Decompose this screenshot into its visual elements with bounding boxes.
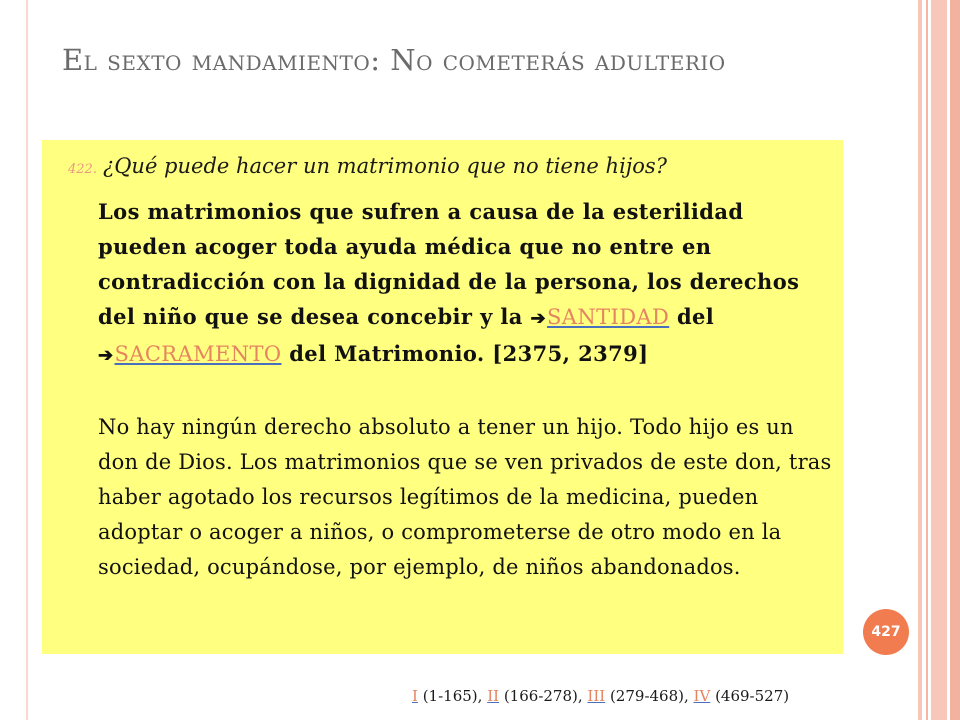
- second-paragraph: No hay ningún derecho absoluto a tener un hijo. Todo hijo es un don de Dios. Los matrimonios que se ven privados de este don, tras haber agotado los recursos legítimos de la medicina, pueden adoptar o acoger a niños, o comprometerse de otro modo en la sociedad, ocupándose, por ejemplo, de niños abandonados.: [98, 415, 832, 579]
- part-range: (469-527): [710, 687, 790, 705]
- arrow-icon: ➔: [98, 345, 114, 366]
- decorative-stripe: [926, 0, 928, 720]
- decorative-stripe: [918, 0, 922, 720]
- question-text: ¿Qué puede hacer un matrimonio que no tiene hijos?: [102, 154, 667, 178]
- answer-text-after: del Matrimonio. [2375, 2379]: [281, 341, 649, 366]
- answer-text-before: Los matrimonios que sufren a causa de la esterilidad pueden acoger toda ayuda médica que no entre en contradicción con la dignidad de la persona, los derechos del niño que se desea concebir y la: [98, 199, 800, 329]
- page-number-badge: 427: [863, 609, 909, 655]
- santidad-link[interactable]: SANTIDAD: [546, 305, 670, 329]
- content-box: [42, 140, 843, 654]
- question: [68, 152, 838, 184]
- answer-text-middle: del: [669, 304, 715, 329]
- arrow-icon: ➔: [530, 308, 546, 329]
- answer-paragraph: [98, 194, 818, 373]
- part-link-i[interactable]: I: [412, 687, 418, 705]
- part-link-ii[interactable]: II: [487, 687, 500, 705]
- question-number: 422.: [68, 162, 97, 177]
- decorative-stripe: [950, 0, 960, 720]
- part-link-iv[interactable]: IV: [693, 687, 711, 705]
- sacramento-link[interactable]: SACRAMENTO: [114, 342, 282, 366]
- slide-title: El sexto mandamiento: No cometerás adulterio: [62, 43, 726, 77]
- footer-part-links: [412, 687, 852, 705]
- decorative-stripe: [931, 0, 947, 720]
- part-range: (279-468),: [605, 687, 694, 705]
- part-link-iii[interactable]: III: [587, 687, 606, 705]
- part-range: (1-165),: [417, 687, 488, 705]
- left-border-line: [26, 0, 28, 720]
- part-range: (166-278),: [499, 687, 588, 705]
